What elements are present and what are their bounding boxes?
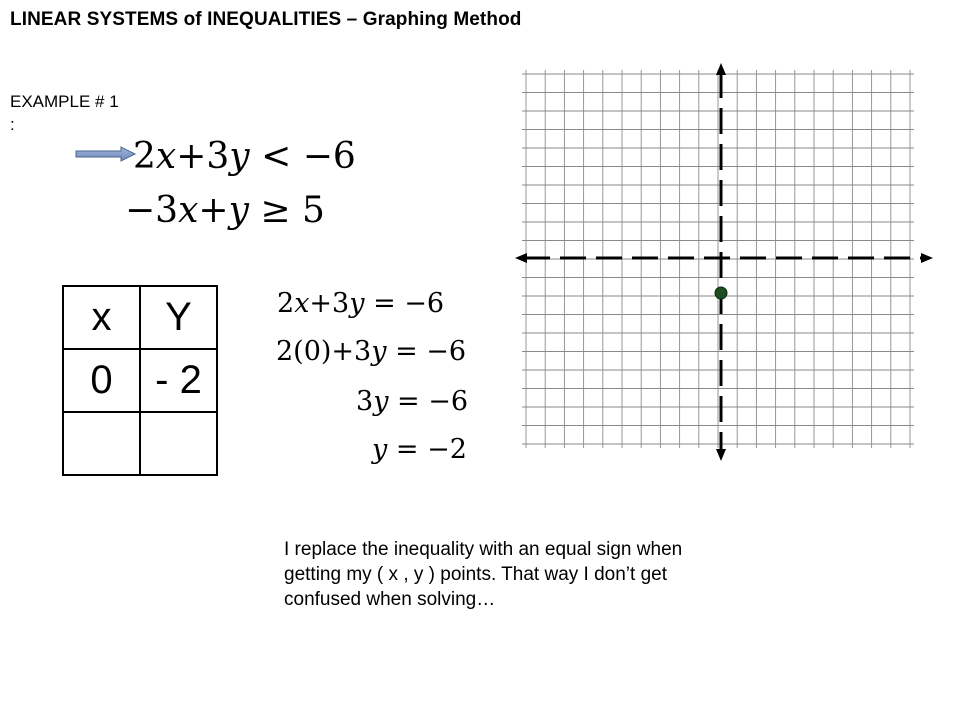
ineq1-coef-y: 3	[206, 136, 230, 177]
work-step-3: 3y = −6	[356, 386, 469, 417]
ineq1-relation: <	[261, 136, 292, 177]
table-cell-y: - 2	[140, 349, 217, 412]
table-row	[63, 412, 217, 475]
y-axis-top-arrowhead	[716, 63, 726, 75]
ineq1-plus: +	[176, 136, 207, 177]
x-axis-right-arrowhead	[921, 253, 933, 263]
table-header-x: x	[63, 286, 140, 349]
ineq2-var-x: x	[178, 190, 199, 231]
table-header-row	[63, 286, 217, 349]
plotted-point	[715, 287, 727, 299]
example-colon: :	[10, 115, 15, 134]
example-label	[10, 90, 210, 136]
inequality-1	[133, 136, 356, 177]
ineq2-rhs: 5	[301, 190, 325, 231]
table-row	[63, 349, 217, 412]
explanation-note: I replace the inequality with an equal sign when getting my ( x , y ) points. That way I don’t get confused when solving…	[284, 539, 683, 610]
pointer-arrow-icon	[75, 146, 137, 162]
table-cell-x: 0	[63, 349, 140, 412]
table-header-y: Y	[140, 286, 217, 349]
xy-table	[62, 285, 218, 476]
ineq1-var-x: x	[155, 136, 177, 177]
x-axis-left-arrowhead	[515, 253, 527, 263]
axes	[515, 63, 933, 461]
ineq2-plus: +	[198, 190, 229, 231]
y-axis-bottom-arrowhead	[716, 449, 726, 461]
example-heading: EXAMPLE # 1	[10, 92, 119, 111]
coordinate-grid	[510, 58, 940, 468]
table-cell-x	[63, 412, 140, 475]
ineq2-var-y: y	[228, 190, 249, 231]
inequality-2	[125, 190, 325, 231]
ineq1-coef-x: 2	[133, 136, 156, 177]
ineq1-rhs: −6	[302, 136, 356, 177]
work-step-4: y = −2	[372, 434, 467, 465]
work-step-2: 2(0)+3y = −6	[276, 336, 467, 367]
ineq2-coef-x: −3	[125, 190, 179, 231]
page-title: LINEAR SYSTEMS of INEQUALITIES – Graphing Method	[10, 9, 522, 30]
work-step-1: 2x+3y = −6	[277, 288, 445, 319]
ineq1-var-y: y	[229, 136, 250, 177]
ineq2-relation: ≥	[260, 190, 291, 231]
table-cell-y	[140, 412, 217, 475]
